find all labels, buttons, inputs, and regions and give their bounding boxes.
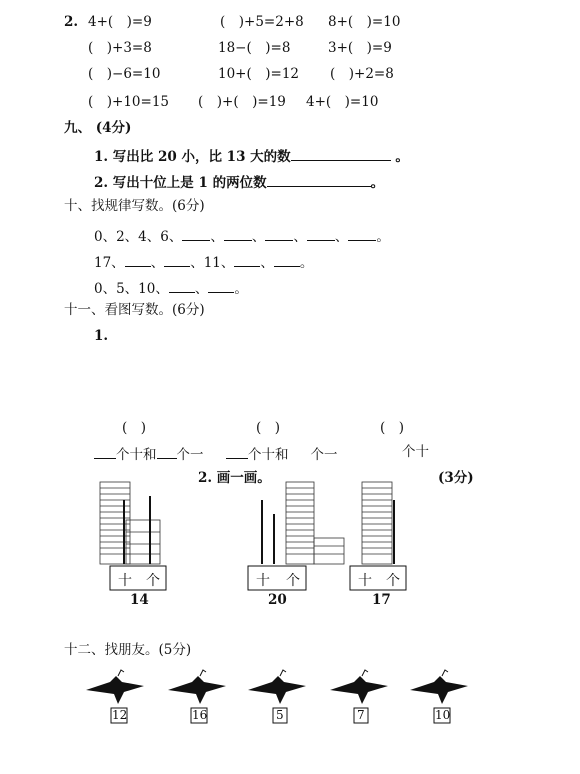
q2-eq-2-2: 18−( )=8 [218,40,291,56]
abacus-number-3: 17 [372,592,391,608]
q10-row-3-start: 0、5、10、 [94,281,169,297]
answer-paren-2[interactable]: ( ) [256,420,281,436]
q11-sub-2: 2. 画一画。 [198,470,271,486]
answer-paren-3[interactable]: ( ) [380,420,405,436]
bird-icon [168,670,226,704]
stick-bundle-3 [362,482,392,564]
bird-icon [410,670,468,704]
q2-eq-1-3: 8+( )=10 [328,14,401,30]
separator: 、 [334,229,349,245]
ones-label-3: 个 [386,573,400,589]
q11-caption-3: 个十 [402,444,429,460]
tens-label-1: 十 [118,573,132,589]
q10-row-2-start: 17、 [94,255,125,271]
bird-icon [330,670,388,704]
separator: 、 [194,281,209,297]
separator: 、 [260,255,274,271]
q9-item-2-end: 。 [370,175,385,191]
q2-eq-3-2: 10+( )=12 [218,66,300,82]
q2-eq-1-2: ( )+5=2+8 [220,14,304,30]
ones-label-1: 个 [146,573,160,589]
tens-label-2: 十 [256,573,270,589]
q11-sub-1: 1. [94,328,109,344]
caption-part: 个一 [310,447,338,463]
q12-title: 十二、找朋友。(5分) [64,642,192,658]
q10-row-2-mid: 11、 [203,255,235,271]
q2-eq-4-1: ( )+10=15 [88,94,170,110]
q10-row-3-end: 。 [234,281,248,297]
q10-row-1-prefix: 0、2、4、6、 [94,229,183,245]
ones-label-2: 个 [286,573,300,589]
q9-item-1-end: 。 [395,149,409,165]
tens-label-3: 十 [358,573,372,589]
number-card-1[interactable]: 12 [112,708,128,722]
q11-sub-2-score: (3分) [438,470,474,486]
q2-eq-2-1: ( )+3=8 [88,40,152,56]
q2-eq-4-3: 4+( )=10 [306,94,379,110]
q2-number: 2. [64,14,79,30]
q9-item-1-text: 写出比 20 小，比 13 大的数 [112,149,291,165]
caption-part: 个一 [176,447,204,463]
q9-item-2-text: 写出十位上是 1 的两位数 [112,175,267,191]
separator: 、 [210,229,224,245]
answer-paren-1[interactable]: ( ) [122,420,147,436]
number-card-2[interactable]: 16 [192,708,208,722]
q2-eq-1-1: 4+( )=9 [88,14,152,30]
q2-eq-2-3: 3+( )=9 [328,40,392,56]
q9-title: 九、 (4分) [64,120,132,136]
q11-title: 十一、看图写数。(6分) [64,302,205,318]
number-card-4[interactable]: 7 [357,708,365,722]
caption-part: 个十和 [248,447,289,463]
q10-title: 十、找规律写数。(6分) [64,198,205,214]
separator: 、 [293,229,307,245]
q2-eq-3-1: ( )−6=10 [88,66,161,82]
number-card-3[interactable]: 5 [276,708,284,722]
q2-eq-3-3: ( )+2=8 [330,66,394,82]
bird-icon [86,670,144,704]
bird-icon [248,670,306,704]
separator: 、 [150,255,165,271]
q10-row-1-end: 。 [376,229,390,245]
abacus-number-1: 14 [130,592,149,608]
q10-row-2-end: 。 [299,255,314,271]
q9-item-2-num: 2. [94,175,109,191]
separator: 、 [251,229,266,245]
q9-item-1-num: 1. [94,149,109,165]
caption-part: 个十和 [116,447,157,463]
abacus-number-2: 20 [268,592,287,608]
separator: 、 [190,255,204,271]
q2-eq-4-2: ( )+( )=19 [198,94,286,110]
number-card-5[interactable]: 10 [435,708,451,722]
stick-bundle-2 [286,482,344,564]
